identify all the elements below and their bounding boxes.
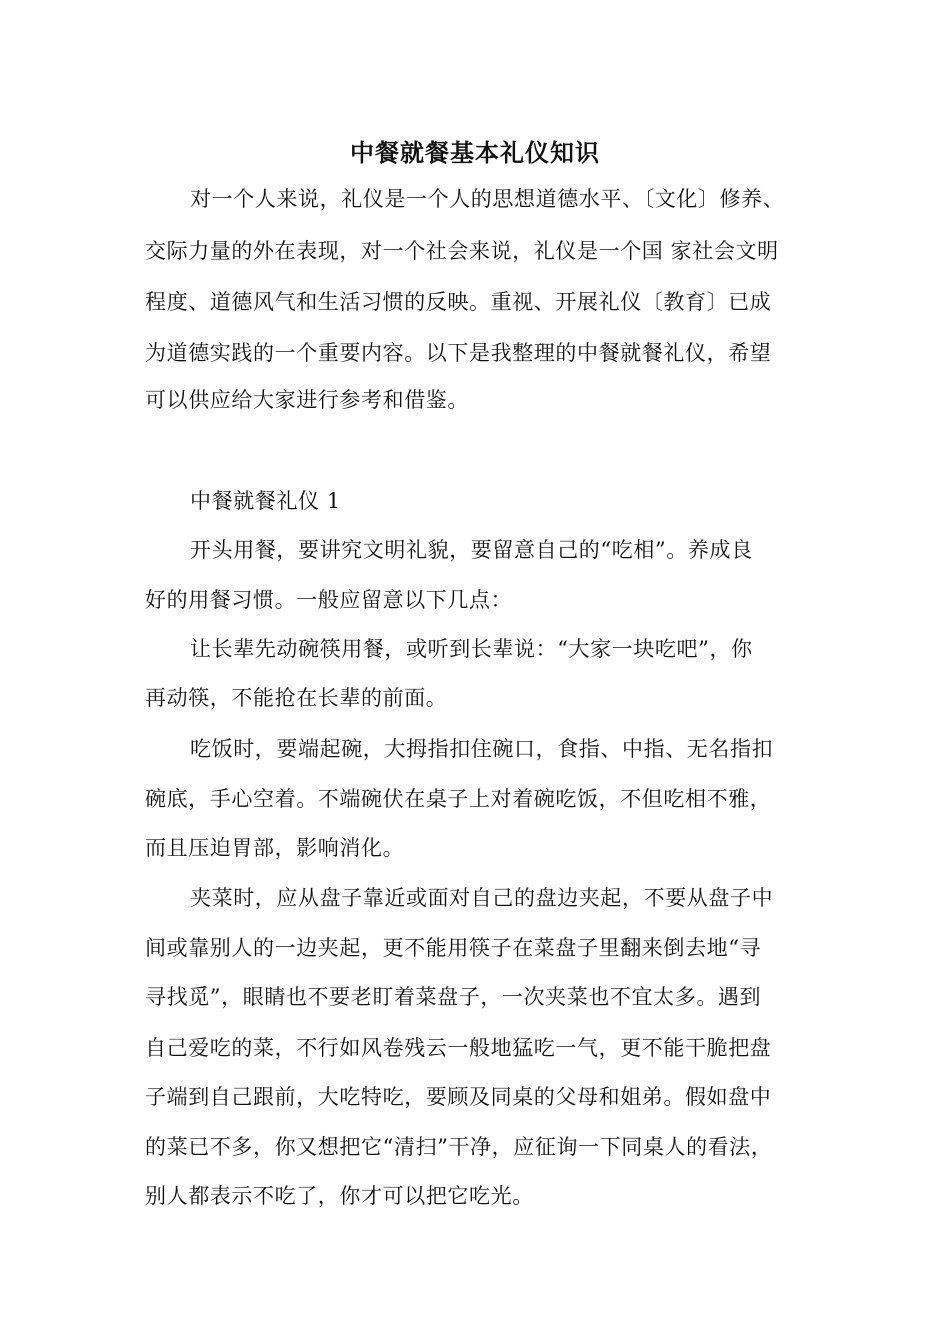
text-line: 开头用餐，要讲究文明礼貌，要留意自己的“吃相”。养成良 (190, 538, 753, 562)
text-line: 可以供应给大家进行参考和借鉴。 (145, 388, 469, 412)
text-line: 好的用餐习惯。一般应留意以下几点： (145, 588, 513, 612)
text-line: 别人都表示不吃了，你才可以把它吃光。 (145, 1184, 534, 1208)
text-line: 为道德实践的一个重要内容。以下是我整理的中餐就餐礼仪，希望 (145, 341, 772, 365)
text-line: 让长辈先动碗筷用餐，或听到长辈说：“大家一块吃吧”，你 (190, 637, 753, 661)
text-line: 而且压迫胃部，影响消化。 (145, 836, 405, 860)
text-line: 碗底，手心空着。不端碗伏在桌子上对着碗吃饭，不但吃相不雅， (145, 787, 772, 811)
text-line: 程度、道德风气和生活习惯的反映。重视、开展礼仪〔教育〕已成 (145, 290, 772, 314)
document-title: 中餐就餐基本礼仪知识 (350, 138, 600, 167)
text-line: 交际力量的外在表现，对一个社会来说，礼仪是一个国 家社会文明 (145, 239, 779, 263)
text-line: 寻找觅”，眼睛也不要老盯着菜盘子，一次夹菜也不宜太多。遇到 (145, 985, 762, 1009)
text-line: 吃饭时，要端起碗，大拇指扣住碗口，食指、中指、无名指扣 (190, 737, 774, 761)
text-line: 间或靠别人的一边夹起，更不能用筷子在菜盘子里翻来倒去地“寻 (145, 936, 762, 960)
text-line: 夹菜时，应从盘子靠近或面对自己的盘边夹起，不要从盘子中 (190, 886, 774, 910)
text-line: 的菜已不多，你又想把它“清扫”干净，应征询一下同桌人的看法， (145, 1135, 773, 1159)
text-line: 再动筷，不能抢在长辈的前面。 (145, 686, 448, 710)
text-line: 对一个人来说，礼仪是一个人的思想道德水平、〔文化〕修养、 (190, 187, 785, 211)
text-line: 自己爱吃的菜，不行如风卷残云一般地猛吃一气，更不能干脆把盘 (145, 1036, 772, 1060)
section-heading: 中餐就餐礼仪 1 (190, 489, 341, 513)
text-line: 子端到自己跟前，大吃特吃，要顾及同桌的父母和姐弟。假如盘中 (145, 1085, 772, 1109)
